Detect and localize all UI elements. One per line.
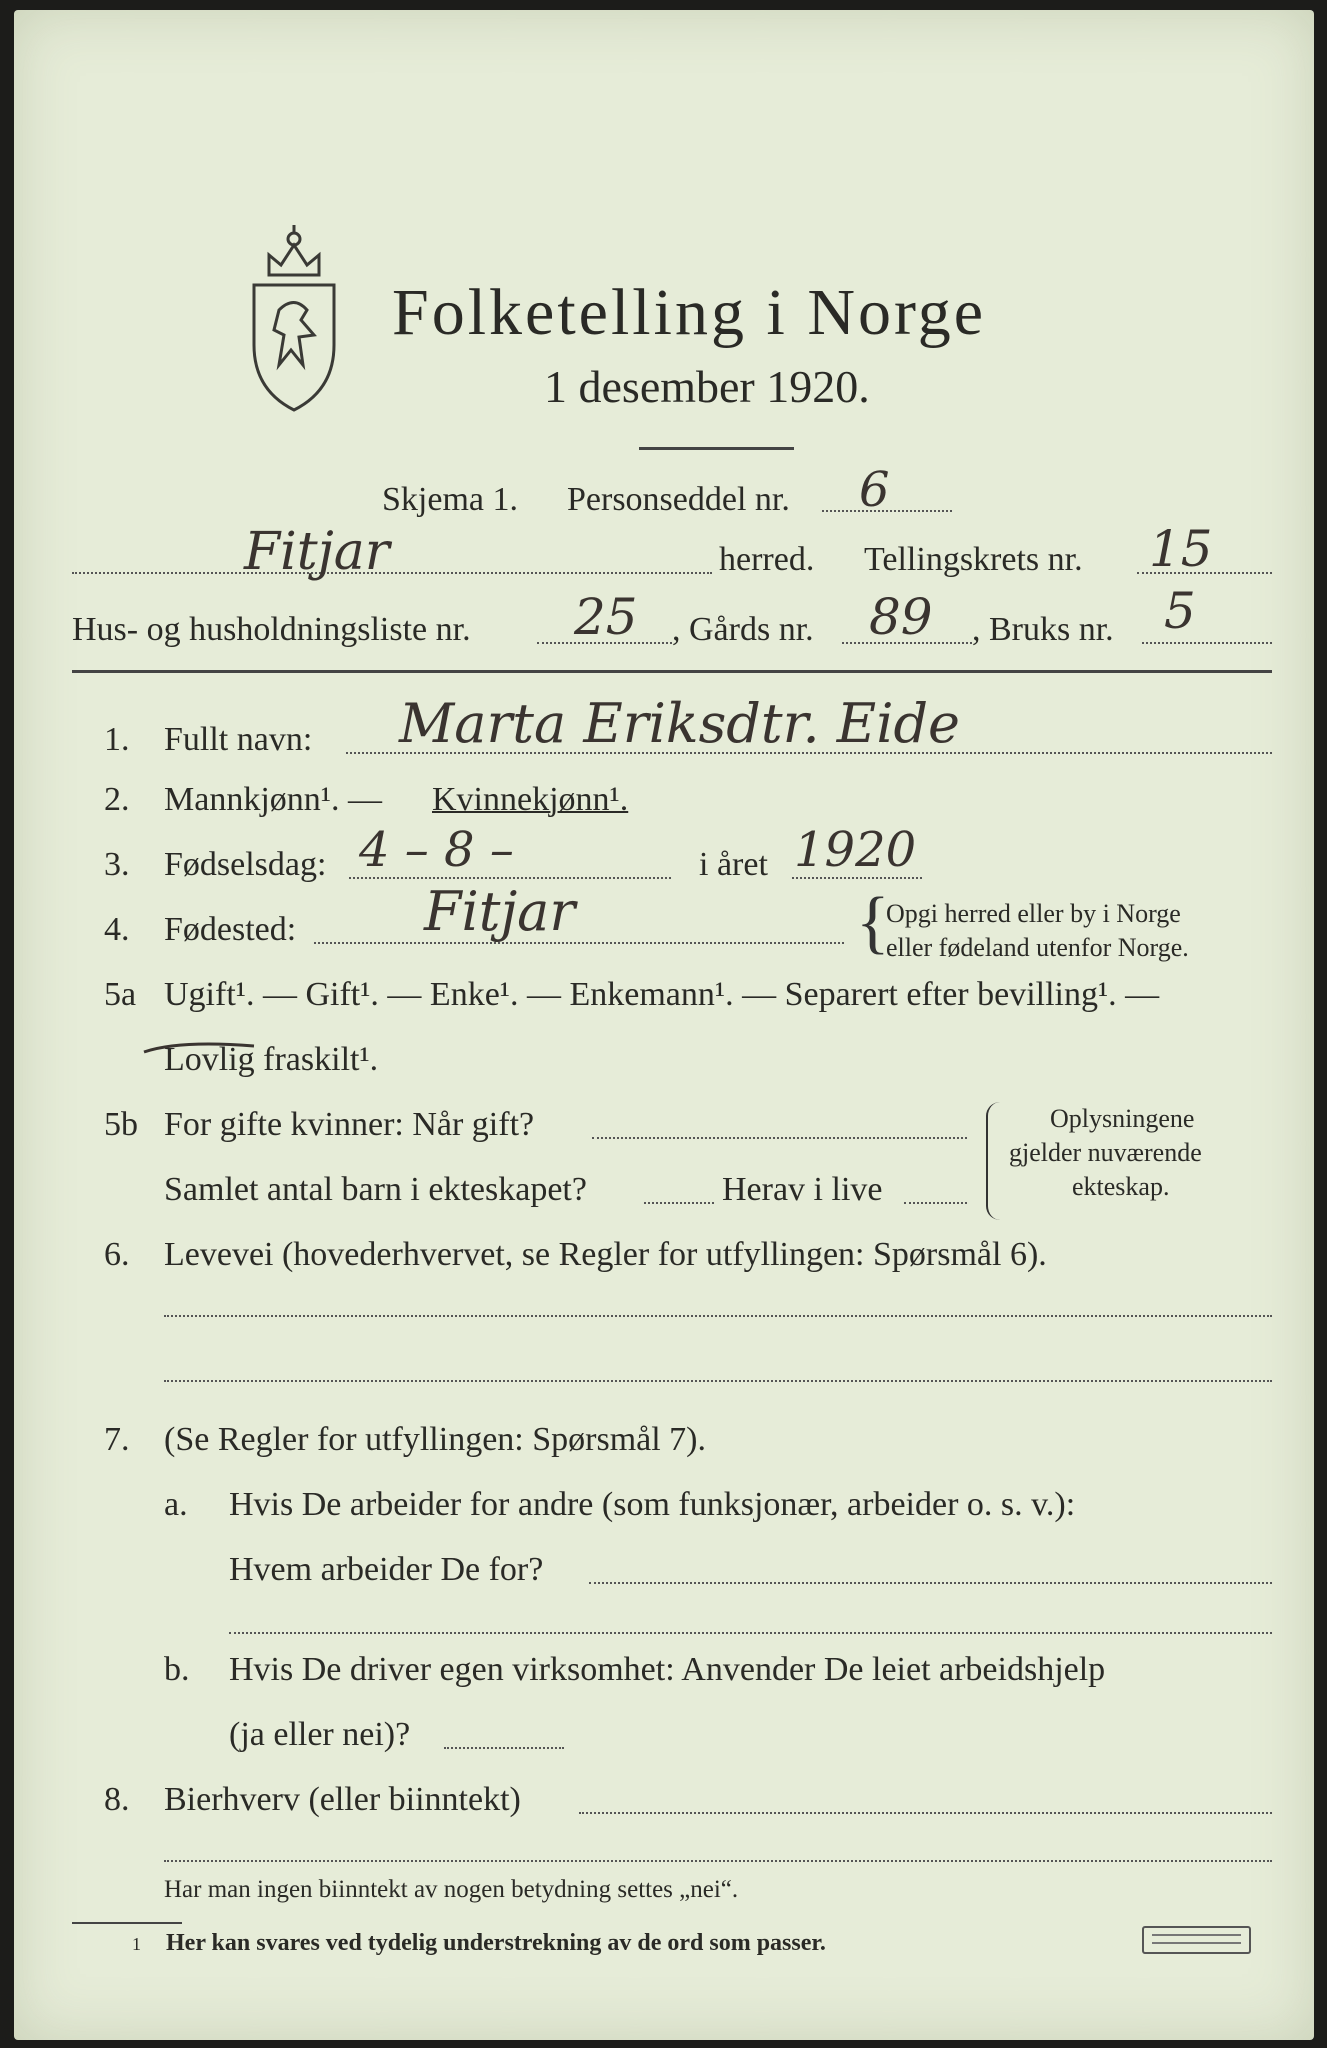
married-when-label: For gifte kvinner: Når gift?	[164, 1106, 535, 1143]
q4-number: 4.	[104, 911, 130, 948]
tellingskrets-label: Tellingskrets nr.	[864, 541, 1083, 578]
year-label: i året	[699, 846, 768, 883]
q4-note-line2: eller fødeland utenfor Norge.	[886, 933, 1189, 962]
birthdate-value: 4 – 8 –	[359, 822, 514, 878]
female-option[interactable]: Kvinnekjønn¹.	[432, 781, 629, 818]
herred-label: herred.	[719, 541, 815, 578]
tellingskrets-value: 15	[1149, 520, 1213, 578]
side-income-field-1[interactable]	[579, 1812, 1272, 1814]
bruks-field[interactable]	[1142, 642, 1272, 644]
q7a-number: a.	[164, 1486, 188, 1523]
q3-label: Fødselsdag:	[164, 846, 327, 883]
children-alive-field[interactable]	[904, 1202, 967, 1204]
q6-label: Levevei (hovederhvervet, se Regler for utfyllingen: Spørsmål 6).	[164, 1236, 1047, 1273]
herred-field[interactable]	[72, 572, 712, 574]
birthyear-value: 1920	[794, 822, 917, 878]
side-income-field-2[interactable]	[164, 1860, 1272, 1862]
footnote-mark: 1	[132, 1934, 141, 1954]
q8-number: 8.	[104, 1781, 130, 1818]
q2-number: 2.	[104, 781, 130, 818]
q5b-brace	[986, 1102, 1006, 1220]
footnote-text: Her kan svares ved tydelig understrekning av de ord som passer.	[166, 1930, 826, 1956]
personseddel-value: 6	[859, 462, 890, 518]
gards-value: 89	[869, 588, 933, 646]
children-total-label: Samlet antal barn i ekteskapet?	[164, 1171, 587, 1208]
q6-number: 6.	[104, 1236, 130, 1273]
q7-label: (Se Regler for utfyllingen: Spørsmål 7).	[164, 1421, 707, 1458]
form-title: Folketelling i Norge	[392, 276, 987, 349]
bruks-label: , Bruks nr.	[972, 611, 1114, 648]
printer-stamp-icon	[1142, 1926, 1251, 1954]
q3-number: 3.	[104, 846, 130, 883]
q7b-line2: (ja eller nei)?	[229, 1716, 411, 1753]
q4-note-line1: Opgi herred eller by i Norge	[886, 899, 1181, 928]
hus-label: Hus- og husholdningsliste nr.	[72, 611, 471, 648]
children-alive-label: Herav i live	[722, 1171, 883, 1208]
q4-brace: {	[856, 884, 890, 961]
no-income-note: Har man ingen biinntekt av nogen betydning settes „nei“.	[164, 1876, 739, 1903]
hired-help-field[interactable]	[444, 1747, 564, 1749]
gards-label: , Gårds nr.	[672, 611, 814, 648]
q7-number: 7.	[104, 1421, 130, 1458]
marital-options[interactable]: Ugift¹. — Gift¹. — Enke¹. — Enkemann¹. — Separert efter bevilling¹. —	[164, 976, 1160, 1013]
employer-field-1[interactable]	[589, 1582, 1272, 1584]
q8-label: Bierhverv (eller biinntekt)	[164, 1781, 521, 1818]
occupation-field-1[interactable]	[164, 1315, 1272, 1317]
header-divider	[72, 670, 1272, 673]
bruks-value: 5	[1164, 582, 1196, 640]
q7b-number: b.	[164, 1651, 190, 1688]
hus-value: 25	[574, 588, 638, 646]
occupation-field-2[interactable]	[164, 1380, 1272, 1382]
footnote-rule	[72, 1922, 182, 1924]
title-divider	[639, 447, 794, 450]
married-when-field[interactable]	[592, 1137, 967, 1139]
divorced-option[interactable]: Lovlig fraskilt¹.	[164, 1041, 379, 1078]
personseddel-label: Personseddel nr.	[567, 481, 790, 518]
norwegian-lion-coat-of-arms-icon	[239, 215, 349, 415]
q7a-line2: Hvem arbeider De for?	[229, 1551, 544, 1588]
census-date: 1 desember 1920.	[544, 361, 870, 412]
birthplace-value: Fitjar	[424, 880, 576, 943]
full-name-value: Marta Eriksdtr. Eide	[399, 692, 960, 755]
census-form-sheet	[14, 10, 1314, 2040]
birthplace-field[interactable]	[314, 942, 844, 944]
q7a-line1: Hvis De arbeider for andre (som funksjonær, arbeider o. s. v.):	[229, 1486, 1076, 1523]
strike-mark-icon	[139, 1032, 259, 1062]
q5b-note-line2: gjelder nuværende	[1009, 1138, 1202, 1167]
male-option[interactable]: Mannkjønn¹. —	[164, 781, 382, 818]
q4-label: Fødested:	[164, 911, 297, 948]
q7b-line1: Hvis De driver egen virksomhet: Anvender De leiet arbeidshjelp	[229, 1651, 1106, 1688]
schema-label: Skjema 1.	[382, 481, 518, 518]
children-total-field[interactable]	[644, 1202, 714, 1204]
q5b-number: 5b	[104, 1106, 138, 1143]
q1-label: Fullt navn:	[164, 721, 313, 758]
q5b-note-line1: Oplysningene	[1050, 1104, 1195, 1133]
q5a-number: 5a	[104, 976, 137, 1013]
herred-value: Fitjar	[244, 522, 390, 582]
q5b-note-line3: ekteskap.	[1072, 1172, 1170, 1201]
employer-field-2[interactable]	[229, 1632, 1272, 1634]
q1-number: 1.	[104, 721, 130, 758]
